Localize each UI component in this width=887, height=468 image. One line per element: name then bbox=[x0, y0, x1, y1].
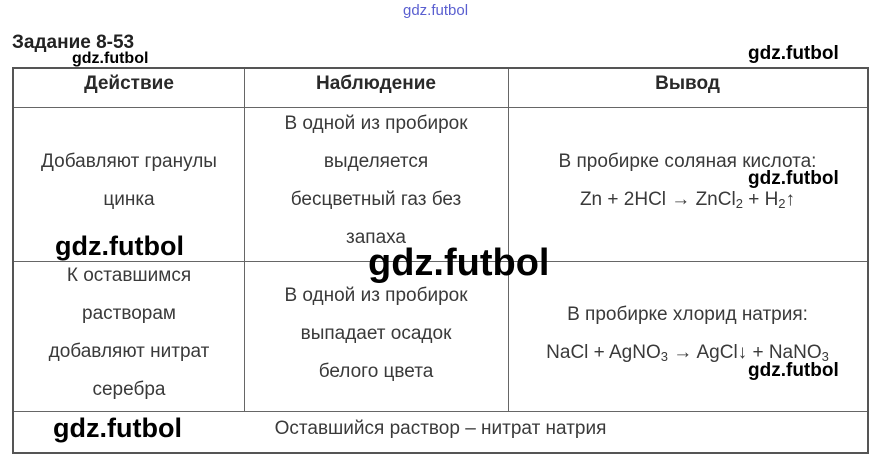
row1-formula: Zn + 2HCl → ZnCl$_2$ + $H_2↑$ bbox=[579, 189, 796, 211]
row1-observation-line4: запаха bbox=[346, 227, 406, 248]
row2-action-line4: серебра bbox=[92, 379, 166, 400]
header-conclusion: Вывод bbox=[655, 73, 720, 94]
header-observation: Наблюдение bbox=[316, 73, 436, 94]
row2-formula: NaCl + AgNO$_3$ → AgCl↓ + NaNO$_3$ bbox=[546, 342, 829, 364]
watermark-row1-left: gdz.futbol bbox=[55, 231, 184, 261]
row2-action-line1: К оставшимся bbox=[66, 265, 192, 286]
row2-observation-cell bbox=[244, 277, 508, 391]
header-action: Действие bbox=[84, 73, 174, 94]
task-title: Задание 8-53 bbox=[12, 32, 135, 53]
watermark-row2-right: gdz.futbol bbox=[748, 360, 839, 381]
row1-observation-cell bbox=[244, 105, 508, 257]
row1-observation-line2: выделяется bbox=[323, 151, 429, 172]
row2-observation-line1: В одной из пробирок bbox=[284, 285, 468, 306]
row1-observation-line1: В одной из пробирок bbox=[284, 113, 468, 134]
row1-observation-line3: бесцветный газ без bbox=[290, 189, 462, 210]
row2-observation-line3: белого цвета bbox=[318, 361, 434, 382]
row2-conclusion-text: В пробирке хлорид натрия: bbox=[567, 304, 808, 325]
row2-observation-line2: выпадает осадок bbox=[300, 323, 452, 344]
footer-conclusion: Оставшийся раствор – нитрат натрия bbox=[274, 418, 607, 439]
row1-action-cell bbox=[14, 143, 244, 219]
row1-conclusion-text: В пробирке соляная кислота: bbox=[558, 151, 817, 172]
row2-action-cell bbox=[14, 257, 244, 409]
watermark-top: gdz.futbol bbox=[403, 2, 469, 19]
watermark-footer-left: gdz.futbol bbox=[53, 413, 182, 443]
row2-action-line3: добавляют нитрат bbox=[48, 341, 210, 362]
watermark-header-right: gdz.futbol bbox=[748, 43, 839, 64]
watermark-center: gdz.futbol bbox=[368, 242, 550, 284]
row1-action-line2: цинка bbox=[103, 189, 155, 210]
watermark-row1-right: gdz.futbol bbox=[748, 168, 839, 189]
row2-action-line2: растворам bbox=[82, 303, 176, 324]
row1-action-line1: Добавляют гранулы bbox=[41, 151, 217, 172]
watermark-header-left: gdz.futbol bbox=[72, 50, 149, 67]
